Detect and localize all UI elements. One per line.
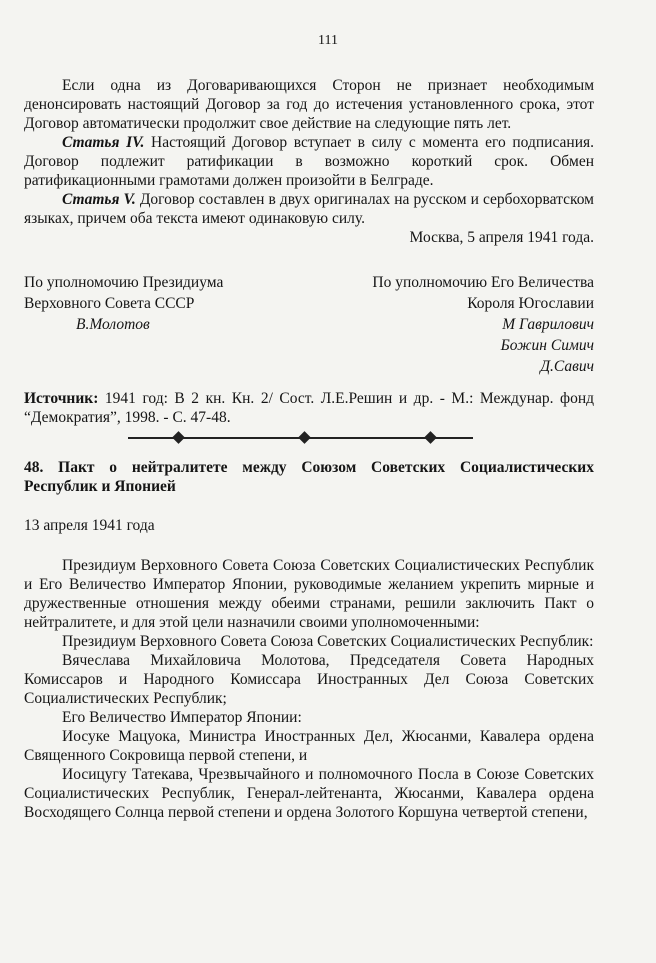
yugoslavia-authority-line1: По уполномочию Его Величества <box>372 274 594 291</box>
ussr-plenipotentiary: Вячеслава Михайловича Молотова, Председателя Совета Народных Комиссаров и Народного Комиссара Иностранных Дел Союза Советских Социалистических Республик; <box>24 652 594 707</box>
document-date: 13 апреля 1941 года <box>24 517 155 534</box>
ussr-authority-line1: По уполномочию Президиума <box>24 274 224 291</box>
signature-block-ussr <box>24 272 314 335</box>
paragraph-denunciation: Если одна из Договаривающихся Сторон не признает необходимым денонсировать настоящий Договор за год до истечения установленного срока, этот Договор автоматически продолжит свое действие на следующие пять лет. <box>24 77 594 132</box>
ussr-authority-line2: Верховного Совета СССР <box>24 295 195 312</box>
ussr-signatory: В.Молотов <box>76 316 150 333</box>
signature-block-yugoslavia <box>300 272 594 377</box>
japan-party-heading: Его Величество Император Японии: <box>62 709 302 726</box>
yugoslavia-authority-line2: Короля Югославии <box>467 295 594 312</box>
ussr-party-heading: Президиум Верховного Совета Союза Советских Социалистических Республик: <box>62 633 594 650</box>
yugoslavia-signatory-2: Божин Симич <box>500 337 594 354</box>
divider-diamond-icon <box>424 431 437 444</box>
document-title: 48. Пакт о нейтралитете между Союзом Советских Социалистических Республик и Японией <box>24 459 594 495</box>
article-4-label: Статья IV. <box>62 134 145 151</box>
source-text: 1941 год: В 2 кн. Кн. 2/ Сост. Л.Е.Решин и др. - М.: Междунар. фонд “Демократия”, 1998. - С. 47-48. <box>24 390 594 426</box>
japan-plenipotentiary-1: Иосуке Мацуока, Министра Иностранных Дел, Жюсанми, Кавалера ордена Священного Сокровища первой степени, и <box>24 728 594 764</box>
article-4 <box>24 133 594 190</box>
source-label: Источник: <box>24 390 99 407</box>
japan-plenipotentiary-2: Иосицугу Татекава, Чрезвычайного и полномочного Посла в Союзе Советских Социалистических Республик, Генерал-лейтенанта, Жюсанми, Кавалера ордена Восходящего Солнца первой степени и ордена Золотого Коршуна четвертой степени, <box>24 766 594 821</box>
pact-preamble <box>24 556 594 822</box>
place-date: Москва, 5 апреля 1941 года. <box>409 229 594 246</box>
page-number: 111 <box>318 33 338 48</box>
article-5-label: Статья V. <box>62 191 136 208</box>
yugoslavia-signatory-3: Д.Савич <box>540 358 594 375</box>
article-5-text: Договор составлен в двух оригиналах на русском и сербохорватском языках, причем оба текста имеют одинаковую силу. <box>24 191 594 227</box>
preamble-paragraph: Президиум Верховного Совета Союза Советских Социалистических Республик и Его Величество Император Японии, руководимые желанием укрепить мирные и дружественные отношения между обеими странами, решили заключить Пакт о нейтралитете, и для этой цели назначили своими уполномоченными: <box>24 557 594 631</box>
article-4-text: Настоящий Договор вступает в силу с момента его подписания. Договор подлежит ратификации в возможно короткий срок. Обмен ратификационными грамотами должен произойти в Белграде. <box>24 134 594 189</box>
divider-diamond-icon <box>298 431 311 444</box>
divider-diamond-icon <box>172 431 185 444</box>
article-5 <box>24 190 594 228</box>
yugoslavia-signatory-1: М Гаврилович <box>502 316 594 333</box>
treaty-closing-text <box>24 76 594 247</box>
section-divider <box>128 432 473 444</box>
source-note <box>24 389 594 427</box>
